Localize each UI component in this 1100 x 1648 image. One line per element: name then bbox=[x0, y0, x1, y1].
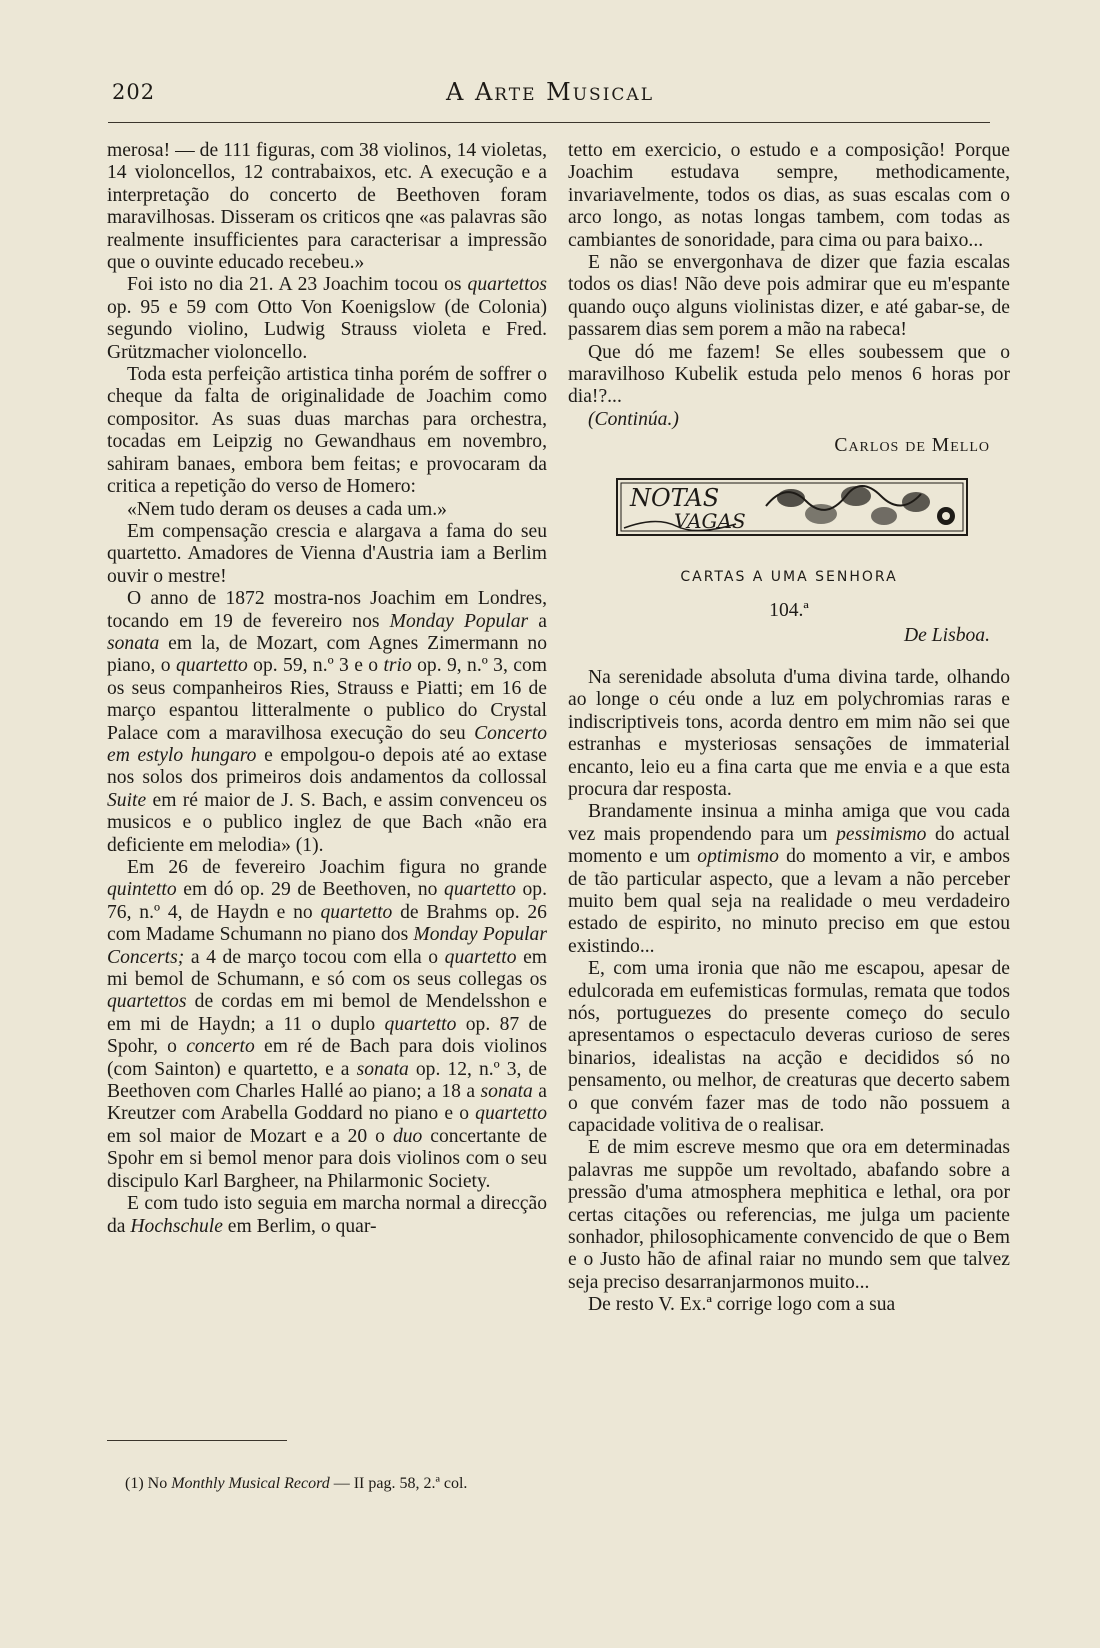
italic-text: Suite bbox=[107, 789, 147, 811]
letter-number: 104.ª bbox=[769, 600, 809, 622]
italic-text: pessimismo bbox=[836, 823, 927, 845]
running-title: A Arte Musical bbox=[445, 78, 654, 106]
text-run: em dó op. 29 de Beethoven, no bbox=[176, 879, 445, 901]
floral-banner-icon bbox=[616, 476, 968, 538]
italic-text: concerto bbox=[186, 1036, 255, 1058]
paragraph bbox=[568, 1137, 1010, 1294]
italic-text: optimismo bbox=[697, 846, 779, 868]
italic-text: Concerto em estylo hungaro bbox=[107, 722, 547, 766]
paragraph bbox=[568, 252, 1010, 342]
italic-text: quartettos bbox=[467, 274, 547, 296]
footnote-rule bbox=[107, 1440, 287, 1441]
italic-text: quartettos bbox=[107, 991, 187, 1013]
text-run: op. 87 de Spohr, o bbox=[107, 1013, 547, 1058]
text-run: de cordas em mi bemol de Mendelsshon e em mi de Haydn; a 11 o duplo bbox=[107, 991, 547, 1035]
text-run: op. 95 e 59 com Otto Von Koenigslow (de Colonia) segundo violino, Ludwig Strauss violeta e Fred. Grützmacher violoncello. bbox=[107, 296, 547, 363]
text-run: Na serenidade absoluta d'uma divina tarde, olhando ao longe o céu onde a luz em polychromias raras e indiscriptiveis tons, acorda dentro em mim não sei que estranhas e mysteriosas sensações de immaterial encanto, leio eu a fina carta que me envia e a que esta procura dar resposta. bbox=[568, 666, 1010, 800]
text-run: do actual momento e um bbox=[568, 823, 1011, 868]
text-run: E de mim escreve mesmo que ora em determinadas palavras me suppõe um revoltado, abafando sobre a pressão d'uma atmosphera mephitica e lethal, ora por certas citações ou referencias, me julga um paciente sonhador, philosophicamente convencido de que o Bem e o Justo hão de afinal raiar no mundo sem que talvez seja preciso desarranjarmonos muito... bbox=[568, 1137, 1010, 1293]
paragraph bbox=[107, 140, 547, 274]
paragraph bbox=[107, 364, 547, 498]
paragraph bbox=[568, 801, 1010, 958]
text-run: E não se envergonhava de dizer que fazia escalas todos os dias! Não deve pois admirar que eu m'espante quando ouço alguns violinistas dizer, e até gabar-se, de passarem dias sem porem a mão na rabeca! bbox=[568, 252, 1010, 341]
text-run: concertante de Spohr em si bemol menor para dois violinos com o seu discipulo Karl Bargheer, na Philarmonic Society. bbox=[107, 1125, 548, 1192]
italic-text: trio bbox=[383, 655, 412, 677]
text-run: de Brahms op. 26 com Madame Schumann no piano dos bbox=[107, 901, 547, 946]
text-run: Brandamente insinua a minha amiga que vou cada vez mais propendendo para um bbox=[568, 801, 1010, 845]
page-header bbox=[112, 78, 988, 114]
notas-vagas-ornament bbox=[616, 476, 968, 538]
italic-text: quartetto bbox=[175, 655, 248, 677]
italic-text: duo bbox=[392, 1125, 423, 1147]
author-signature: Carlos de Mello bbox=[834, 435, 990, 457]
text-run: Foi isto no dia 21. A 23 Joachim tocou os bbox=[127, 274, 468, 296]
text-run: em ré maior de J. S. Bach, e assim convenceu os musicos e o publico inglez de que Bach «não era deficiente em melodia» (1). bbox=[107, 789, 547, 856]
text-run: Toda esta perfeição artistica tinha porém de soffrer o cheque da falta de originalidade de Joachim como compositor. As suas duas marchas para orchestra, tocadas em Leipzig no Gewandhaus em novembro, sahiram banaes, embora bem feitas; e provocaram da critica a repetição do verso de Homero: bbox=[107, 364, 547, 498]
text-run: em Berlim, o quar- bbox=[222, 1215, 377, 1237]
text-run: Em 26 de fevereiro Joachim figura no grande bbox=[127, 857, 547, 878]
text-run: em sol maior de Mozart e a 20 o bbox=[107, 1125, 393, 1147]
text-run: em mi bemol de Schumann, e só com os seus collegas os bbox=[107, 946, 548, 991]
continua-note: (Continúa.) bbox=[588, 408, 679, 430]
text-run: op. 76, n.º 4, de Haydn e no bbox=[107, 879, 547, 923]
right-column bbox=[568, 140, 1010, 1317]
text-run: O anno de 1872 mostra-nos Joachim em Londres, tocando em 19 de fevereiro nos bbox=[107, 588, 547, 632]
text-run: op. 59, n.º 3 e o bbox=[247, 655, 384, 677]
text-run: em la, de Mozart, com Agnes Zimermann no piano, o bbox=[107, 632, 547, 677]
paragraph bbox=[107, 857, 547, 1193]
text-run: Que dó me fazem! Se elles soubessem que o maravilhoso Kubelik estuda pelo menos 6 horas por dia!?... bbox=[568, 341, 1010, 408]
left-column bbox=[107, 140, 547, 1238]
paragraph bbox=[568, 667, 1010, 801]
italic-text: sonata bbox=[480, 1081, 533, 1103]
paragraph bbox=[107, 499, 547, 521]
text-run: De resto V. Ex.ª corrige logo com a sua bbox=[588, 1294, 896, 1316]
article-conclusion bbox=[568, 140, 1010, 409]
text-run: E com tudo isto seguia em marcha normal a direcção da bbox=[107, 1193, 547, 1237]
italic-text: quartetto bbox=[384, 1013, 457, 1035]
italic-text: quintetto bbox=[107, 879, 177, 901]
text-run: do momento a vir, e ambos de tão particular aspecto, que a levam a não perceber muito bem qual seja na realidade o meu verdadeiro estado de espirito, no minuto preciso em que estou existindo... bbox=[568, 846, 1010, 957]
paragraph bbox=[568, 342, 1010, 409]
paragraph bbox=[107, 1193, 547, 1238]
dateline: De Lisboa. bbox=[903, 624, 990, 646]
text-run: e empolgou-o depois até ao extase nos solos dos primeiros dois andamentos da collossal bbox=[107, 744, 547, 789]
paragraph bbox=[107, 588, 547, 857]
italic-text: quartetto bbox=[475, 1103, 547, 1125]
text-run: (1) No bbox=[125, 1475, 172, 1492]
text-run: op. 12, n.º 3, de Beethoven com Charles Hallé ao piano; a 18 a bbox=[107, 1058, 547, 1103]
italic-text: Monday Popular Concerts; bbox=[107, 924, 547, 968]
ornament-text-vagas: VAGAS bbox=[674, 508, 746, 533]
footnote bbox=[125, 1475, 467, 1493]
text-run: E, com uma ironia que não me escapou, apesar de edulcorada em eufemisticas formulas, remata que todos nós, portuguezes do presente começo do seculo apresentamos o espectaculo deveras curioso de seres binarios, idealistas na acção e decididos só no pensamento, ou melhor, de creaturas que decerto sabem o que convém fazer mas de todo não possuem a capacidade volitiva de o realisar. bbox=[568, 958, 1010, 1137]
paragraph bbox=[107, 521, 547, 588]
section-heading: CARTAS A UMA SENHORA bbox=[680, 568, 898, 585]
text-run: «Nem tudo deram os deuses a cada um.» bbox=[127, 498, 447, 520]
italic-text: Monday Popular bbox=[389, 610, 529, 632]
text-run: op. 9, n.º 3, com os seus companheiros Ries, Strauss e Piatti; em 16 de março espantou litteralmente o publico do Crystal Palace com a maravilhosa execução do seu bbox=[107, 655, 547, 744]
paragraph bbox=[568, 140, 1010, 252]
paragraph bbox=[568, 1294, 1010, 1316]
text-run: em ré de Bach para dois violinos (com Sainton) e quartetto, e a bbox=[107, 1036, 547, 1080]
text-run: a Kreutzer com Arabella Goddard no piano e o bbox=[107, 1081, 547, 1125]
italic-text: quartetto bbox=[320, 901, 393, 923]
header-rule bbox=[108, 122, 990, 123]
page-number: 202 bbox=[112, 80, 156, 104]
paragraph bbox=[568, 958, 1010, 1137]
letter-body bbox=[568, 667, 1010, 1317]
italic-text: sonata bbox=[356, 1058, 409, 1080]
italic-text: Monthly Musical Record bbox=[171, 1475, 330, 1492]
text-run: Em compensação crescia e alargava a fama do seu quartetto. Amadores de Vienna d'Austria iam a Berlim ouvir o mestre! bbox=[107, 520, 547, 587]
text-run: a 4 de março tocou com ella o bbox=[184, 946, 445, 968]
italic-text: Hochschule bbox=[130, 1215, 223, 1237]
italic-text: quartetto bbox=[444, 946, 517, 968]
text-run: merosa! — de 111 figuras, com 38 violinos, 14 violetas, 14 violoncellos, 12 contrabaixos, etc. A execução e a interpretação do concerto de Beethoven foram maravilhosas. Disseram os criticos qne «as palavras são realmente insufficientes para caracterisar a impressão que o ouvinte educado recebeu.» bbox=[107, 140, 547, 274]
italic-text: quartetto bbox=[444, 879, 516, 901]
text-run: — II pag. 58, 2.ª col. bbox=[329, 1475, 468, 1492]
text-run: a bbox=[528, 610, 547, 632]
text-run: tetto em exercicio, o estudo e a composição! Porque Joachim estudava sempre, methodicamente, invariavelmente, todos os dias, as suas escalas com o arco longo, as notas longas tambem, com todas as cambiantes de sonoridade, para cima ou para baixo... bbox=[568, 140, 1010, 251]
paragraph bbox=[107, 274, 547, 364]
ornament-text-notas: NOTAS bbox=[630, 483, 720, 512]
italic-text: sonata bbox=[107, 632, 160, 654]
